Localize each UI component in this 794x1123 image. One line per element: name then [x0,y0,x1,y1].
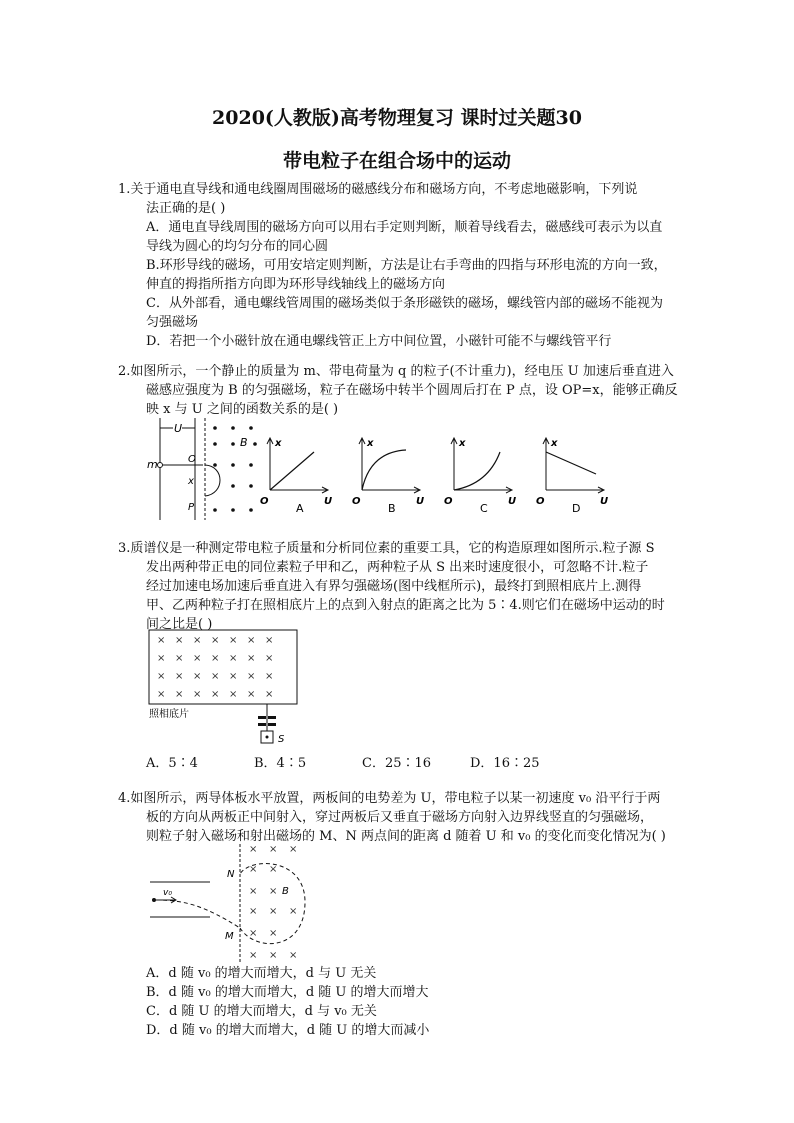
field-cross-mark: × [269,906,278,917]
field-cross-mark: × [289,844,298,855]
page-subtitle: 带电粒子在组合场中的运动 [282,150,511,172]
field-cross-mark: × [175,653,184,664]
q2-label-p: P [188,502,195,513]
q1-option-c-line1: C．从外部看，通电螺线管周围的磁场类似于条形磁铁的磁场，螺线管内部的磁场不能视为 [146,296,663,311]
q2-label-b: B [240,436,248,449]
field-cross-mark: × [249,906,258,917]
field-cross-mark: × [247,671,256,682]
graph-curve-B [362,450,406,490]
field-cross-mark: × [249,928,258,939]
page-title: 2020(人教版)高考物理复习 课时过关题30 [212,107,582,129]
field-cross-mark: × [193,671,202,682]
q2-stem-line1: 2.如图所示，一个静止的质量为 m、带电荷量为 q 的粒子(不计重力)，经电压 U 加速后垂直进入 [118,364,674,379]
graph-label-u: U [508,496,517,507]
question-2 [118,362,703,419]
field-cross-mark: × [247,689,256,700]
field-cross-mark: × [247,653,256,664]
q2-graphs [258,428,618,518]
q4-label-v0: v₀ [163,888,172,898]
field-cross-mark: × [157,635,166,646]
field-cross-mark: × [247,635,256,646]
graph-label-u: U [416,496,425,507]
graph-label-u: U [324,496,333,507]
question-3 [118,539,703,634]
q4-plates-figure [145,842,320,964]
field-cross-mark: × [269,844,278,855]
q3-stem-line5: 间之比是( ) [146,617,213,632]
field-cross-mark: × [175,671,184,682]
q3-stem-line2: 发出两种带正电的同位素粒子甲和乙，两种粒子从 S 出来时速度很小，可忽略不计.粒子 [146,560,649,575]
q3-option-c: C．25∶16 [362,756,432,771]
field-cross-mark: × [249,844,258,855]
graph-option-label: A [296,502,304,515]
graph-curve-D [546,452,596,474]
q3-option-a: A．5∶4 [146,756,198,771]
q4-option-c: C．d 随 U 的增大而增大，d 与 v₀ 无关 [146,1004,377,1019]
q4-label-m: M [225,931,234,942]
q2-label-o: O [188,454,196,465]
field-cross-mark: × [249,864,258,875]
field-cross-mark: × [269,928,278,939]
q1-option-b-line2: 伸直的拇指所指方向即为环形导线轴线上的磁场方向 [146,277,446,292]
q2-stem-line3: 映 x 与 U 之间的函数关系的是( ) [146,402,339,417]
field-cross-mark: × [193,653,202,664]
q1-option-a-line2: 导线为圆心的均匀分布的同心圆 [146,239,329,254]
q4-stem-line3: 则粒子射入磁场和射出磁场的 M、N 两点间的距离 d 随着 U 和 v₀ 的变化而变化情况为( ) [146,829,666,844]
graph-label-u: U [600,496,609,507]
field-cross-mark: × [249,886,258,897]
question-1 [118,180,703,351]
field-cross-mark: × [175,635,184,646]
graph-label-x: x [551,438,558,449]
q1-option-c-line2: 匀强磁场 [146,315,199,330]
field-cross-mark: × [229,671,238,682]
q2-stem-line2: 磁感应强度为 B 的匀强磁场，粒子在磁场中转半个圆周后打在 P 点，设 OP=x，能够正确反 [146,383,678,398]
q4-options [118,964,703,1040]
graph-option-label: B [388,502,396,515]
q4-stem-line1: 4.如图所示，两导体板水平放置，两板间的电势差为 U，带电粒子以某一初速度 v₀ 沿平行于两 [118,791,661,806]
q3-options [146,752,706,771]
field-cross-mark: × [211,689,220,700]
field-cross-mark: × [211,635,220,646]
graph-curve-A [270,452,314,490]
q2-label-x: x [188,476,194,487]
q4-option-d: D．d 随 v₀ 的增大而增大，d 随 U 的增大而减小 [146,1023,430,1038]
graph-label-x: x [275,438,282,449]
field-cross-mark: × [289,950,298,961]
q3-option-b: B．4∶5 [254,756,307,771]
q4-label-n: N [227,869,235,880]
field-cross-mark: × [193,689,202,700]
q2-label-m: m [147,458,158,471]
q3-option-d: D．16∶25 [470,756,540,771]
film-label: 照相底片 [149,709,189,720]
q3-stem-line1: 3.质谱仪是一种测定带电粒子质量和分析同位素的重要工具，它的构造原理如图所示.粒子源 S [118,541,655,556]
q4-label-b: B [282,886,289,897]
field-cross-mark: × [269,950,278,961]
q3-stem-line4: 甲、乙两种粒子打在照相底片上的点到入射点的距离之比为 5∶4.则它们在磁场中运动的时 [146,598,665,613]
field-cross-mark: × [211,653,220,664]
field-cross-mark: × [265,635,274,646]
field-cross-mark: × [157,689,166,700]
graph-option-label: C [480,502,488,515]
field-cross-mark: × [193,635,202,646]
graph-label-o: O [260,496,269,507]
q1-stem-line1: 1.关于通电直导线和通电线圈周围磁场的磁感线分布和磁场方向，不考虑地磁影响，下列说 [118,182,638,197]
q1-option-b-line1: B.环形导线的磁场，可用安培定则判断，方法是让右手弯曲的四指与环形电流的方向一致， [146,258,667,273]
question-4 [118,789,703,846]
q4-option-a: A．d 随 v₀ 的增大而增大，d 与 U 无关 [146,966,377,981]
field-cross-mark: × [175,689,184,700]
field-cross-mark: × [229,689,238,700]
magnetic-field-dots [213,426,257,512]
field-cross-mark: × [289,906,298,917]
q3-spectrometer-figure [145,628,310,748]
field-cross-mark: × [249,950,258,961]
graph-curve-C [454,452,500,490]
field-cross-mark: × [157,671,166,682]
field-cross-mark: × [265,671,274,682]
field-cross-mark: × [157,653,166,664]
q4-option-b: B．d 随 v₀ 的增大而增大，d 随 U 的增大而增大 [146,985,429,1000]
graph-option-label: D [572,502,581,515]
q1-option-d-line1: D．若把一个小磁针放在通电螺线管正上方中间位置，小磁针可能不与螺线管平行 [146,334,612,349]
graph-label-o: O [352,496,361,507]
q2-label-u: U [174,422,183,435]
field-cross-mark: × [265,653,274,664]
field-cross-mark: × [265,689,274,700]
q2-setup-figure [145,416,275,522]
graph-label-x: x [367,438,374,449]
field-cross-mark: × [211,671,220,682]
q4-stem-line2: 板的方向从两板正中间射入，穿过两板后又垂直于磁场方向射入边界线竖直的匀强磁场， [146,810,654,825]
q1-stem-line2: 法正确的是( ) [146,201,226,216]
graph-label-o: O [536,496,545,507]
field-cross-mark: × [229,653,238,664]
q1-option-a-line1: A．通电直导线周围的磁场方向可以用右手定则判断，顺着导线看去，磁感线可表示为以直 [146,220,663,235]
field-cross-mark: × [269,886,278,897]
particle-icon [158,463,163,468]
graph-label-o: O [444,496,453,507]
q3-stem-line3: 经过加速电场加速后垂直进入有界匀强磁场(图中线框所示)，最终打到照相底片上.测得 [146,579,642,594]
source-label-s: S [278,734,285,745]
field-cross-mark: × [269,864,278,875]
graph-label-x: x [459,438,466,449]
field-cross-mark: × [229,635,238,646]
